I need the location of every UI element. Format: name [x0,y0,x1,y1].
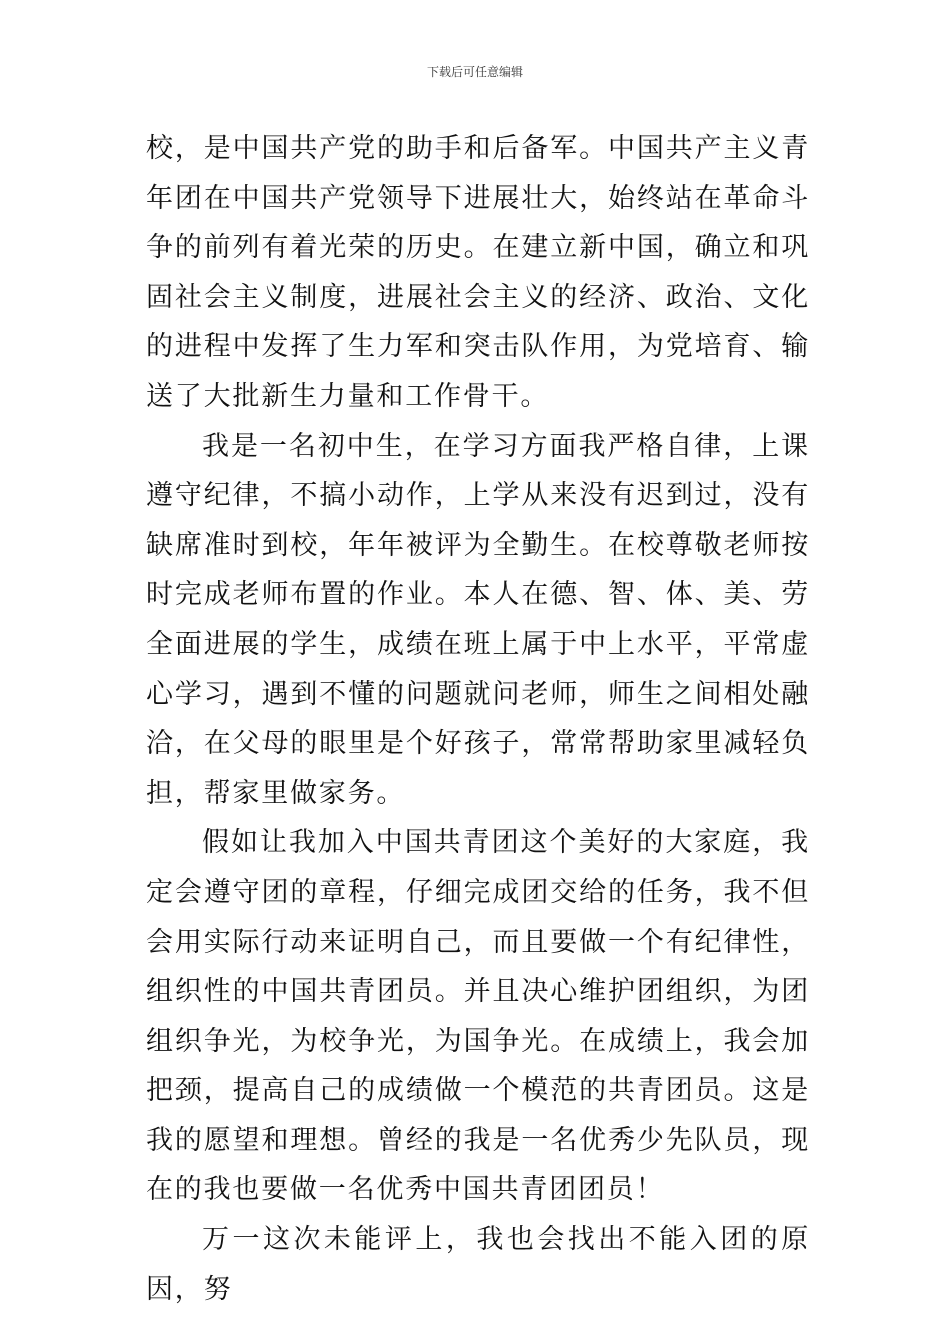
document-body [146,124,810,1314]
paragraph-2: 我是一名初中生，在学习方面我严格自律，上课遵守纪律，不搞小动作，上学从来没有迟到过，没有缺席准时到校，年年被评为全勤生。在校尊敬老师按时完成老师布置的作业。本人在德、智、体、美、劳全面进展的学生，成绩在班上属于中上水平，平常虚心学习，遇到不懂的问题就问老师，师生之间相处融洽，在父母的眼里是个好孩子，常常帮助家里减轻负担，帮家里做家务。 [146,430,810,809]
page-header-note: 下载后可任意编辑 [426,65,523,79]
paragraph-3: 假如让我加入中国共青团这个美好的大家庭，我定会遵守团的章程，仔细完成团交给的任务，我不但会用实际行动来证明自己，而且要做一个有纪律性，组织性的中国共青团员。并且决心维护团组织，为团组织争光，为校争光，为国争光。在成绩上，我会加把颈，提高自己的成绩做一个模范的共青团员。这是我的愿望和理想。曾经的我是一名优秀少先队员，现在的我也要做一名优秀中国共青团团员！ [146,827,810,1206]
paragraph-1: 校，是中国共产党的助手和后备军。中国共产主义青年团在中国共产党领导下进展壮大，始终站在革命斗争的前列有着光荣的历史。在建立新中国，确立和巩固社会主义制度，进展社会主义的经济、政治、文化的进程中发挥了生力军和突击队作用，为党培育、输送了大批新生力量和工作骨干。 [146,133,810,412]
paragraph-4: 万一这次未能评上，我也会找出不能入团的原因，努 [146,1224,810,1305]
